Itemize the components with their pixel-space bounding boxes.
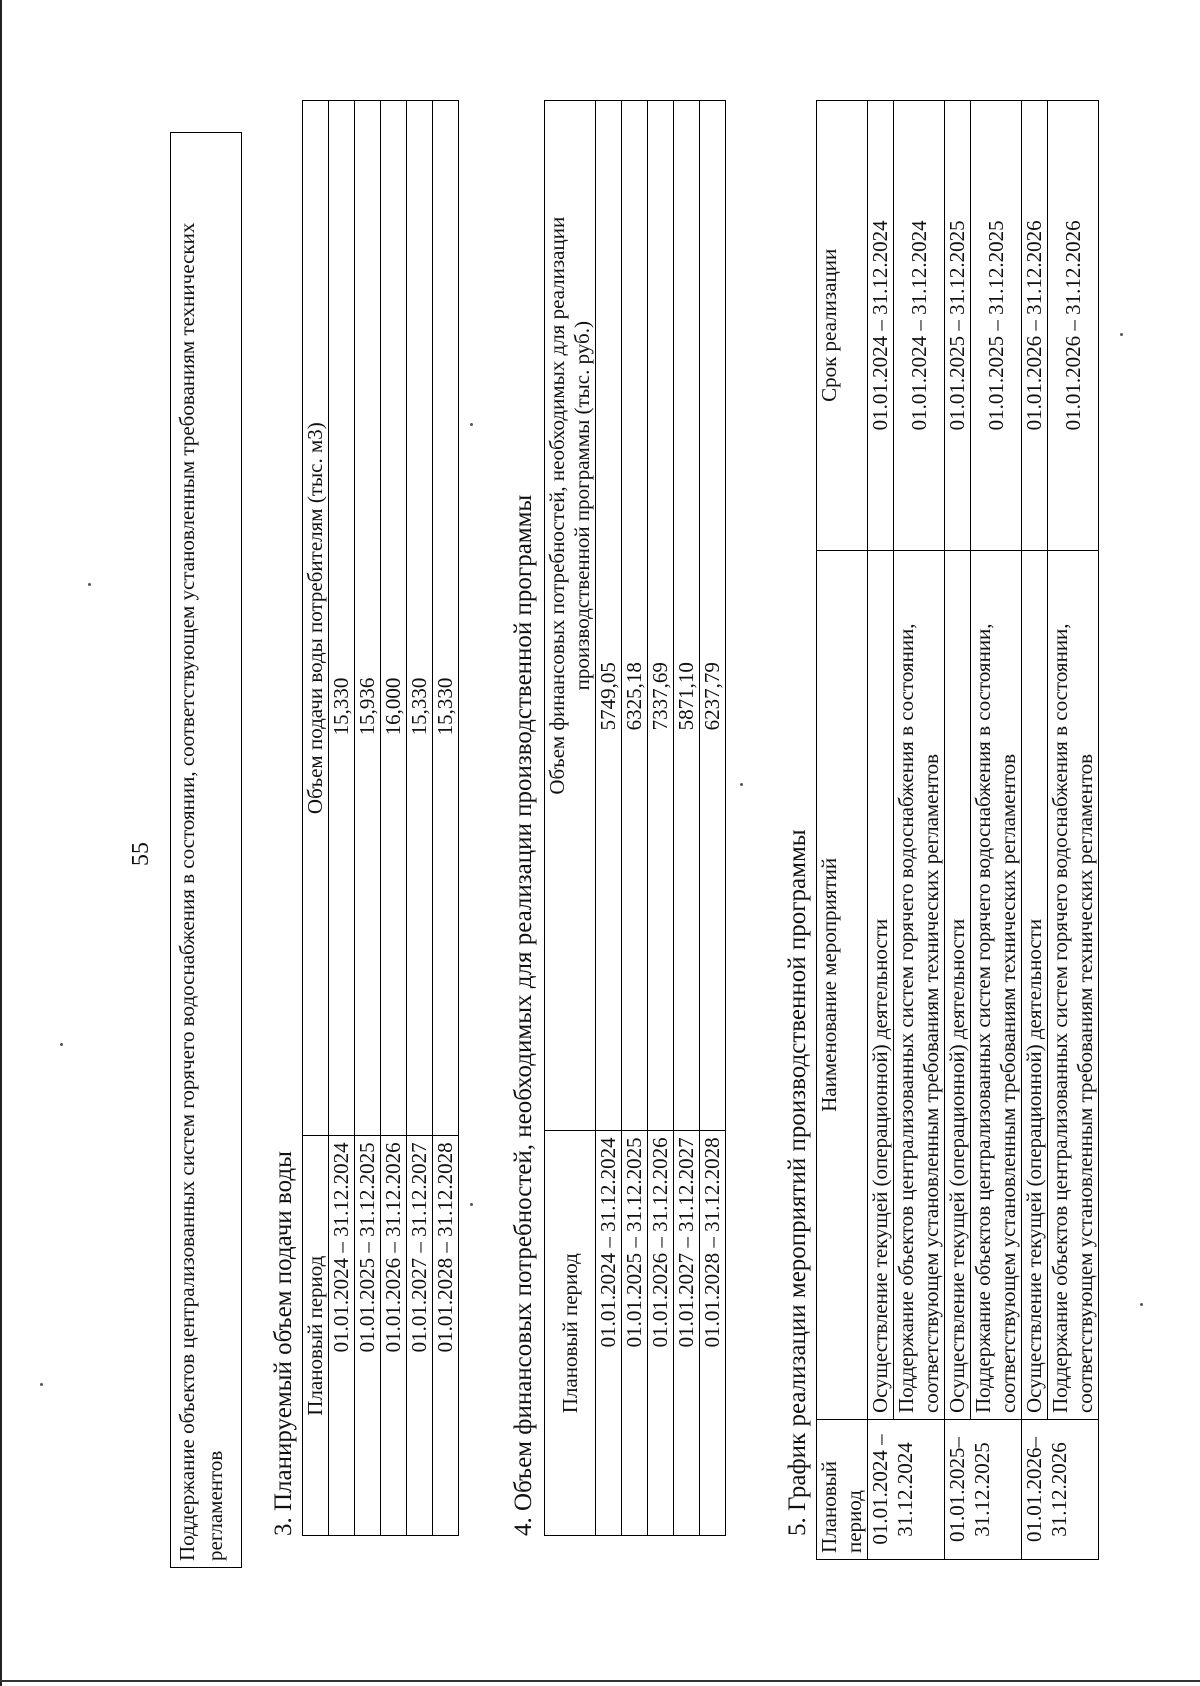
column-header: Срок реализации xyxy=(817,101,868,551)
table-row xyxy=(868,101,894,1560)
table-header-row xyxy=(545,101,596,1536)
table-row xyxy=(433,101,459,1536)
activity-cell: Поддержание объектов централизованных систем горячего водоснабжения в состоянии, соответствующем установленным требованиям технических регламентов xyxy=(971,550,1022,1419)
column-header: Объем подачи воды потребителям (тыс. м3) xyxy=(303,101,329,1136)
section5-title: 5. График реализации мероприятий производственной программы xyxy=(784,829,811,1536)
table-row xyxy=(407,101,433,1536)
volume-cell: 15,330 xyxy=(329,101,355,1136)
scan-speck xyxy=(740,783,743,786)
period-cell: 01.01.2028 – 31.12.2028 xyxy=(700,1131,726,1536)
period-cell: 01.01.2024 – 31.12.2024 xyxy=(329,1136,355,1536)
deadline-cell: 01.01.2026 – 31.12.2026 xyxy=(1022,101,1048,551)
volume-cell: 15,330 xyxy=(433,101,459,1136)
period-cell: 01.01.2026 – 31.12.2026 xyxy=(648,1131,674,1536)
schedule-table xyxy=(816,100,1099,1560)
amount-cell: 7337,69 xyxy=(648,101,674,1131)
scan-speck xyxy=(88,583,91,586)
table-header-row xyxy=(817,101,868,1560)
deadline-cell: 01.01.2026 – 31.12.2026 xyxy=(1048,101,1099,551)
deadline-cell: 01.01.2024 – 31.12.2024 xyxy=(894,101,945,551)
period-cell: 01.01.2026 – 31.12.2026 xyxy=(381,1136,407,1536)
table-row xyxy=(674,101,700,1536)
table-row xyxy=(622,101,648,1536)
period-cell: 01.01.2027 – 31.12.2027 xyxy=(674,1131,700,1536)
column-header: Наименование мероприятий xyxy=(817,550,868,1419)
table-row xyxy=(945,101,971,1560)
volume-cell: 16,000 xyxy=(381,101,407,1136)
activity-cell: Осуществление текущей (операционной) деятельности xyxy=(1022,550,1048,1419)
activity-cell: Поддержание объектов централизованных систем горячего водоснабжения в состоянии, соответствующем установленным требованиям технических регламентов xyxy=(894,550,945,1419)
column-header: Плановый период xyxy=(817,1420,868,1560)
group-period-cell: 01.01.2025– 31.12.2025 xyxy=(945,1420,1022,1560)
scan-speck xyxy=(60,1043,63,1046)
table-row xyxy=(381,101,407,1536)
period-cell: 01.01.2027 – 31.12.2027 xyxy=(407,1136,433,1536)
table-row xyxy=(329,101,355,1536)
activity-cell: Поддержание объектов централизованных систем горячего водоснабжения в состоянии, соответствующем установленным требованиям технических регламентов xyxy=(1048,550,1099,1419)
period-cell: 01.01.2025 – 31.12.2025 xyxy=(622,1131,648,1536)
column-header: Плановый период xyxy=(545,1131,596,1536)
scan-speck xyxy=(1140,1303,1143,1306)
table-header-row xyxy=(303,101,329,1536)
column-header: Плановый период xyxy=(303,1136,329,1536)
amount-cell: 6237,79 xyxy=(700,101,726,1131)
amount-cell: 6325,18 xyxy=(622,101,648,1131)
activity-cell: Осуществление текущей (операционной) деятельности xyxy=(868,550,894,1419)
table-row xyxy=(1022,101,1048,1560)
group-period-cell: 01.01.2026– 31.12.2026 xyxy=(1022,1420,1099,1560)
page-number: 55 xyxy=(128,842,154,866)
period-cell: 01.01.2024 – 31.12.2024 xyxy=(596,1131,622,1536)
intro-text-box: Поддержание объектов централизованных систем горячего водоснабжения в состоянии, соответствующем установленным требованиям технических регламентов xyxy=(170,132,242,1568)
scan-speck xyxy=(470,1203,473,1206)
table-row xyxy=(596,101,622,1536)
group-period-cell: 01.01.2024 – 31.12.2024 xyxy=(868,1420,945,1560)
scan-speck xyxy=(40,1383,43,1386)
volume-cell: 15,330 xyxy=(407,101,433,1136)
table-row xyxy=(700,101,726,1536)
water-volume-table xyxy=(302,100,459,1536)
deadline-cell: 01.01.2025 – 31.12.2025 xyxy=(945,101,971,551)
table-row xyxy=(894,101,945,1560)
table-row xyxy=(648,101,674,1536)
period-cell: 01.01.2025 – 31.12.2025 xyxy=(355,1136,381,1536)
period-cell: 01.01.2028 – 31.12.2028 xyxy=(433,1136,459,1536)
financial-needs-table xyxy=(544,100,726,1536)
scan-speck xyxy=(470,423,473,426)
amount-cell: 5871,10 xyxy=(674,101,700,1131)
table-row xyxy=(971,101,1022,1560)
deadline-cell: 01.01.2024 – 31.12.2024 xyxy=(868,101,894,551)
deadline-cell: 01.01.2025 – 31.12.2025 xyxy=(971,101,1022,551)
amount-cell: 5749,05 xyxy=(596,101,622,1131)
section4-title: 4. Объем финансовых потребностей, необходимых для реализации производственной программы xyxy=(510,494,537,1536)
table-row xyxy=(355,101,381,1536)
table-row xyxy=(1048,101,1099,1560)
activity-cell: Осуществление текущей (операционной) деятельности xyxy=(945,550,971,1419)
volume-cell: 15,936 xyxy=(355,101,381,1136)
section3-title: 3. Планируемый объем подачи воды xyxy=(270,1151,297,1536)
column-header: Объем финансовых потребностей, необходимых для реализации производственной программы (тыс. руб.) xyxy=(545,101,596,1131)
scan-speck xyxy=(1120,333,1123,336)
